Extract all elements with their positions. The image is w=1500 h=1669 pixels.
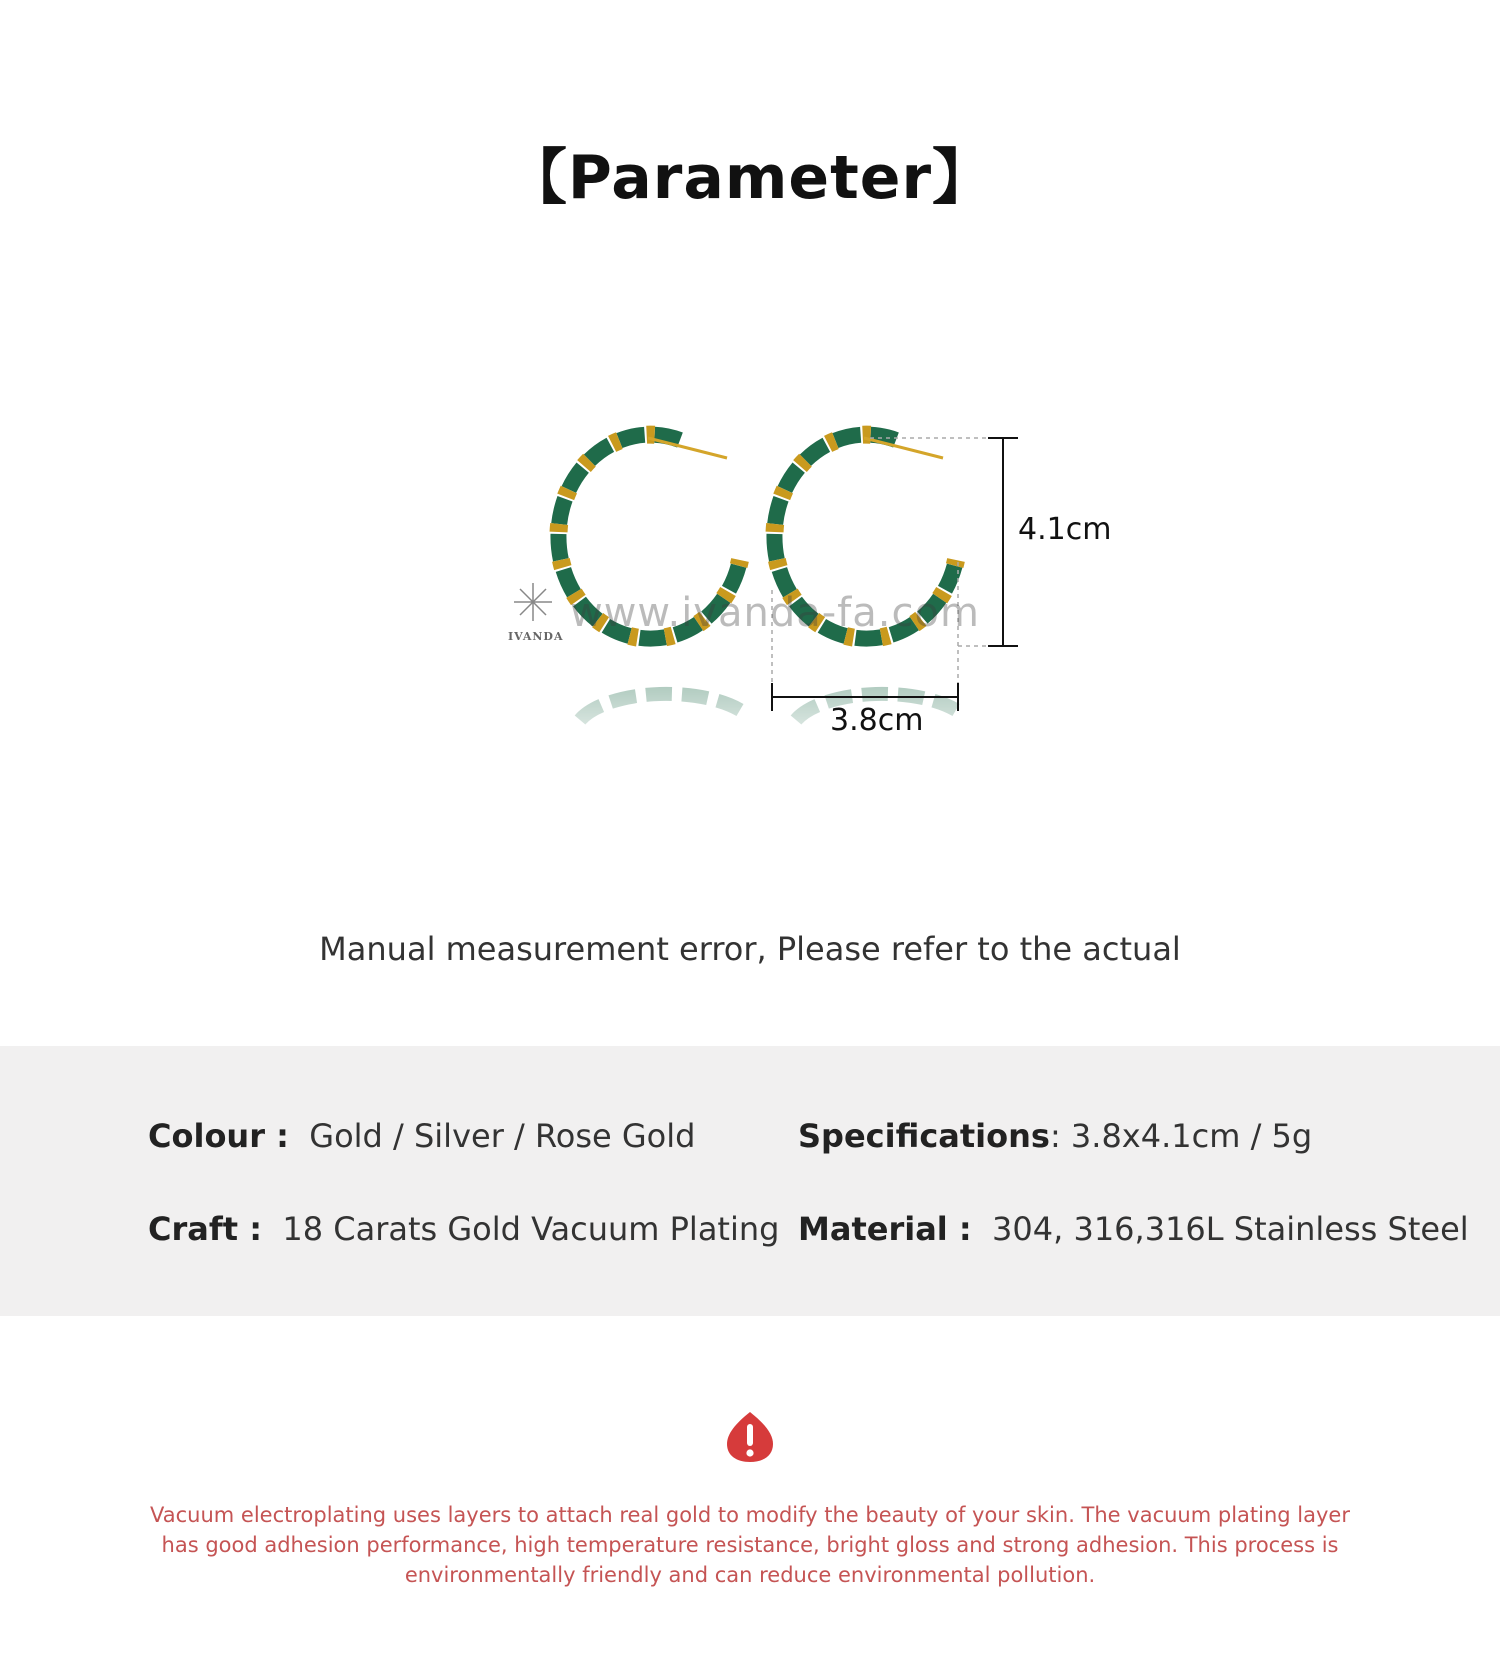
earring-illustration bbox=[0, 400, 1500, 760]
spec-material-key: Material : bbox=[798, 1210, 972, 1248]
height-label: 4.1cm bbox=[1018, 512, 1112, 547]
spec-specifications-key: Specifications bbox=[798, 1117, 1050, 1155]
page-title: 【Parameter】 bbox=[506, 143, 994, 213]
exclamation-drop-icon bbox=[725, 1410, 775, 1468]
measurement-note: Manual measurement error, Please refer to the actual bbox=[319, 930, 1181, 968]
spec-specifications bbox=[798, 1117, 1312, 1155]
watermark-url: www.ivanda-fa.com bbox=[570, 590, 980, 636]
spec-specifications-value: : 3.8x4.1cm / 5g bbox=[1049, 1117, 1313, 1155]
plating-description: Vacuum electroplating uses layers to attach real gold to modify the beauty of your skin. The vacuum plating layer has good adhesion performance, high temperature resistance, bright gloss and strong adhesion. This process is environmentally friendly and can reduce environmental pollution. bbox=[150, 1503, 1350, 1587]
spec-material bbox=[798, 1210, 1469, 1248]
spec-craft-value: 18 Carats Gold Vacuum Plating bbox=[282, 1210, 780, 1248]
spec-colour-value: Gold / Silver / Rose Gold bbox=[309, 1117, 696, 1155]
spec-craft bbox=[148, 1210, 779, 1248]
spec-craft-key: Craft : bbox=[148, 1210, 263, 1248]
earring-figure bbox=[0, 400, 1500, 760]
brand-star-icon bbox=[514, 583, 552, 621]
width-label: 3.8cm bbox=[830, 703, 924, 738]
watermark-logo bbox=[508, 625, 564, 644]
spec-colour bbox=[148, 1117, 695, 1155]
spec-material-value: 304, 316,316L Stainless Steel bbox=[992, 1210, 1469, 1248]
spec-band bbox=[0, 1046, 1500, 1316]
spec-colour-key: Colour : bbox=[148, 1117, 289, 1155]
watermark-brand: IVANDA bbox=[508, 630, 564, 643]
